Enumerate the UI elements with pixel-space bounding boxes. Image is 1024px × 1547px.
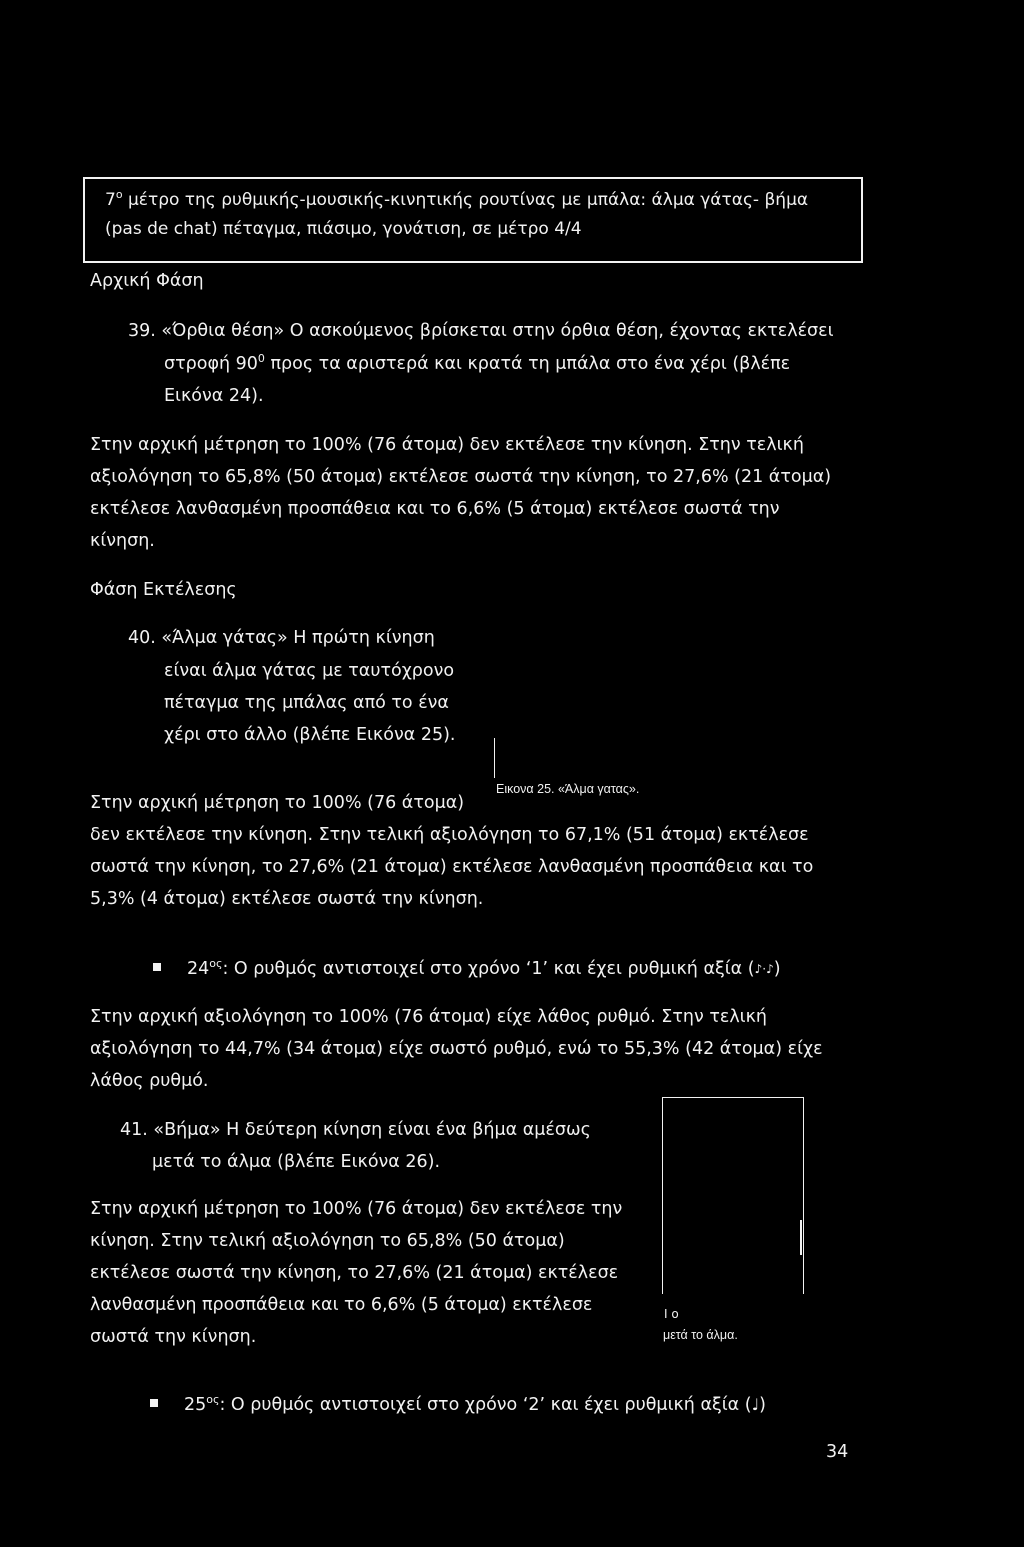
bullet-24-number: 24 <box>187 959 210 979</box>
page-number: 34 <box>826 1442 849 1462</box>
bullet-square-icon <box>150 1399 158 1407</box>
para-1-line-3: εκτέλεσε λανθασμένη προσπάθεια και το 6,6% (5 άτομα) εκτέλεσε σωστά την <box>90 499 780 519</box>
para-2-line-2: δεν εκτέλεσε την κίνηση. Στην τελική αξιολόγηση το 67,1% (51 άτομα) εκτέλεσε <box>90 825 809 845</box>
initial-phase-label: Αρχική Φάση <box>90 271 204 291</box>
para-2-line-3: σωστά την κίνηση, το 27,6% (21 άτομα) εκτέλεσε λανθασμένη προσπάθεια και το <box>90 857 814 877</box>
para-1-line-1: Στην αρχική μέτρηση το 100% (76 άτομα) δεν εκτέλεσε την κίνηση. Στην τελική <box>90 435 804 455</box>
bullet-25-superscript: ος <box>206 1393 220 1406</box>
bullet-24-text: : Ο ρυθμός αντιστοιχεί στο χρόνο ‘1’ και έχει ρυθμική αξία ( <box>222 959 755 979</box>
bullet-24-close: ) <box>773 959 781 979</box>
item-40-line-3: πέταγμα της μπάλας από το ένα <box>164 693 449 713</box>
para-4-line-3: εκτέλεσε σωστά την κίνηση, το 27,6% (21 άτομα) εκτέλεσε <box>90 1263 619 1283</box>
para-1-line-2: αξιολόγηση το 65,8% (50 άτομα) εκτέλεσε σωστά την κίνηση, το 27,6% (21 άτομα) <box>90 467 832 487</box>
heading-number: 7 <box>105 190 116 210</box>
para-3-line-1: Στην αρχική αξιολόγηση το 100% (76 άτομα) είχε λάθος ρυθμό. Στην τελική <box>90 1007 767 1027</box>
figure-26-frame <box>662 1097 804 1294</box>
item-39-line-2 <box>164 349 790 381</box>
bullet-24 <box>153 954 781 986</box>
para-2-line-1: Στην αρχική μέτρηση το 100% (76 άτομα) <box>90 793 465 813</box>
section-heading-box <box>83 177 863 263</box>
item-39-text-cont: προς τα αριστερά και κρατά τη μπάλα στο ένα χέρι (βλέπε <box>264 354 791 374</box>
quarter-note-rhythm-icon: ♩ <box>751 1395 760 1414</box>
item-40-line-1: 40. «Άλμα γάτας» Η πρώτη κίνηση <box>128 628 435 648</box>
para-2-line-4: 5,3% (4 άτομα) εκτέλεσε σωστά την κίνηση. <box>90 889 484 909</box>
item-39-line-1: 39. «Όρθια θέση» Ο ασκούμενος βρίσκεται στην όρθια θέση, έχοντας εκτελέσει <box>128 321 834 341</box>
item-40-line-4: χέρι στο άλλο (βλέπε Εικόνα 25). <box>164 725 456 745</box>
para-3-line-3: λάθος ρυθμό. <box>90 1071 209 1091</box>
heading-line-2: (pas de chat) πέταγμα, πιάσιμο, γονάτιση, σε μέτρο 4/4 <box>105 219 582 239</box>
para-1-line-4: κίνηση. <box>90 531 155 551</box>
item-41-line-2: μετά το άλμα (βλέπε Εικόνα 26). <box>152 1152 441 1172</box>
item-40-line-2: είναι άλμα γάτας με ταυτόχρονο <box>164 661 455 681</box>
heading-text: μέτρο της ρυθμικής-μουσικής-κινητικής ρουτίνας με μπάλα: άλμα γάτας- βήμα <box>122 190 809 210</box>
bullet-24-superscript: ος <box>209 957 223 970</box>
bullet-square-icon <box>153 963 161 971</box>
execution-phase-label: Φάση Εκτέλεσης <box>90 580 237 600</box>
heading-line-1 <box>105 185 808 217</box>
para-4-line-5: σωστά την κίνηση. <box>90 1327 257 1347</box>
item-39-line-3: Εικόνα 24). <box>164 386 264 406</box>
item-39-text: στροφή 90 <box>164 354 258 374</box>
heading-superscript: ο <box>115 188 123 201</box>
figure-26-caption: μετά το άλμα. <box>663 1328 738 1342</box>
para-3-line-2: αξιολόγηση το 44,7% (34 άτομα) είχε σωστό ρυθμό, ενώ το 55,3% (42 άτομα) είχε <box>90 1039 823 1059</box>
para-4-line-4: λανθασμένη προσπάθεια και το 6,6% (5 άτομα) εκτέλεσε <box>90 1295 593 1315</box>
figure-26-edge <box>800 1220 802 1255</box>
bullet-25-text: : Ο ρυθμός αντιστοιχεί στο χρόνο ‘2’ και έχει ρυθμική αξία ( <box>219 1395 752 1415</box>
item-41-line-1: 41. «Βήμα» Η δεύτερη κίνηση είναι ένα βήμα αμέσως <box>120 1120 591 1140</box>
bullet-25-number: 25 <box>184 1395 207 1415</box>
figure-25-edge <box>494 738 495 778</box>
para-4-line-1: Στην αρχική μέτρηση το 100% (76 άτομα) δεν εκτέλεσε την <box>90 1199 623 1219</box>
degree-superscript: 0 <box>257 352 265 365</box>
figure-25-caption: Εικονα 25. «Άλμα γατας». <box>496 782 640 796</box>
para-4-line-2: κίνηση. Στην τελική αξιολόγηση το 65,8% (50 άτομα) <box>90 1231 565 1251</box>
bullet-25 <box>150 1390 766 1422</box>
figure-26-fragment: I ο <box>664 1307 679 1321</box>
eighth-note-rhythm-icon: ♪·♪ <box>754 962 774 976</box>
bullet-25-close: ) <box>759 1395 766 1415</box>
